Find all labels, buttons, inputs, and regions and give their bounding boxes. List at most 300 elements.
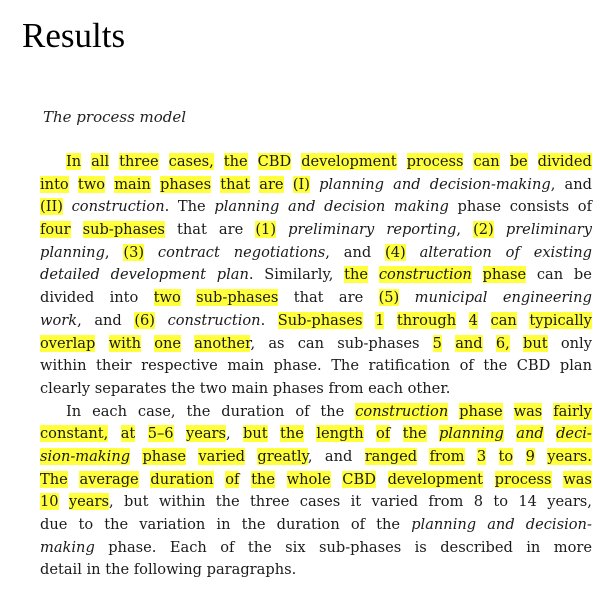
highlighted-text: construction (378, 266, 472, 284)
text-run: construction (71, 198, 165, 216)
text-run: variation (139, 516, 206, 533)
word (483, 264, 527, 287)
highlighted-text: varied (198, 447, 245, 465)
word (169, 151, 214, 174)
word (255, 219, 276, 242)
word (439, 423, 504, 446)
word (40, 174, 69, 197)
text-run: , (77, 311, 82, 329)
word (477, 446, 486, 469)
highlighted-text: (4) (385, 243, 406, 261)
text-run: alteration (419, 243, 492, 261)
word (379, 264, 472, 287)
text-run: Each (169, 538, 207, 556)
text-run: clearly separates the two main phases from each other. (40, 379, 451, 397)
text-run: their (96, 357, 132, 375)
word (510, 196, 569, 219)
word (411, 514, 476, 537)
highlighted-text: the (223, 153, 248, 170)
text-run: and (94, 311, 122, 329)
text-run: cases (299, 493, 341, 511)
text-run: , (550, 175, 556, 193)
text-run: years, (547, 493, 592, 511)
highlighted-text: development (387, 470, 483, 488)
word (40, 219, 71, 242)
paragraph (40, 401, 592, 583)
word (393, 174, 420, 197)
word (69, 491, 114, 514)
text-run: municipal (414, 289, 488, 307)
word (294, 287, 324, 310)
highlighted-text: constant, (40, 425, 109, 443)
word (66, 401, 81, 424)
highlighted-text: but (523, 334, 548, 352)
word (420, 242, 492, 265)
word (141, 355, 218, 378)
text-run: is (414, 538, 427, 556)
word (196, 287, 278, 310)
word (91, 151, 109, 174)
word (526, 537, 540, 560)
text-run: . (248, 266, 254, 284)
word (457, 196, 501, 219)
highlighted-text: can (473, 153, 500, 170)
word (66, 151, 81, 174)
word (154, 287, 181, 310)
word (371, 491, 418, 514)
word (407, 151, 464, 174)
text-run: planning (411, 516, 477, 533)
text-run: detailed (40, 266, 100, 284)
text-run: more (553, 538, 592, 556)
word (320, 401, 344, 424)
text-line (40, 423, 592, 446)
text-run: decision- (525, 516, 592, 533)
word (415, 287, 488, 310)
word (495, 469, 552, 492)
word (538, 151, 592, 174)
highlighted-text: phase (142, 447, 187, 465)
text-run: , (307, 447, 313, 465)
word (142, 446, 186, 469)
word (331, 355, 359, 378)
text-run: divided (40, 289, 95, 307)
text-line (40, 310, 592, 333)
highlighted-text: (2) (473, 221, 494, 239)
word (79, 514, 94, 537)
word (234, 242, 330, 265)
word (433, 333, 442, 356)
highlighted-text: divided (537, 153, 592, 170)
highlighted-text: into (40, 175, 69, 193)
word (251, 469, 275, 492)
highlighted-text: (3) (123, 243, 145, 261)
word (40, 491, 59, 514)
highlighted-text: The (40, 470, 68, 488)
text-run: engineering (502, 289, 592, 307)
word (139, 514, 205, 537)
word (40, 333, 95, 356)
text-line (40, 264, 592, 287)
highlighted-text: that (220, 175, 251, 193)
text-run: and (324, 447, 353, 465)
highlighted-text: all (91, 153, 110, 170)
word (529, 310, 592, 333)
highlighted-text: whole (286, 470, 331, 488)
highlighted-text: 5 (432, 334, 442, 352)
word (219, 219, 243, 242)
text-run: Similarly, (264, 266, 334, 284)
word (159, 491, 206, 514)
text-line (40, 151, 592, 174)
text-run: duration (221, 402, 285, 420)
word (554, 537, 592, 560)
text-run: the (376, 516, 401, 533)
highlighted-text: planning (438, 425, 504, 443)
word (556, 423, 592, 446)
text-run: plan (559, 357, 592, 375)
word (430, 174, 556, 197)
highlighted-text: the (280, 425, 304, 443)
word (324, 196, 385, 219)
word (429, 446, 464, 469)
word (78, 174, 105, 197)
text-run: construction (167, 311, 261, 329)
highlighted-text: 9 (525, 447, 535, 465)
text-line (40, 242, 592, 265)
highlighted-text: two (153, 289, 181, 307)
text-line (40, 446, 592, 469)
word (220, 174, 250, 197)
word (134, 310, 155, 333)
word (496, 333, 510, 356)
word (109, 333, 141, 356)
text-line (40, 491, 592, 514)
highlighted-text: 1 (375, 311, 385, 329)
word (40, 446, 130, 469)
text-run: respective (141, 357, 218, 375)
word (40, 537, 95, 560)
word (574, 264, 592, 287)
text-run: , (325, 243, 330, 261)
word (273, 355, 321, 378)
highlighted-text: at (120, 425, 136, 443)
word (561, 333, 592, 356)
text-run: of (459, 357, 474, 375)
highlighted-text: average (79, 470, 139, 488)
highlighted-text: cases, (168, 153, 214, 170)
word (506, 219, 592, 242)
text-run: work (40, 311, 78, 329)
word (563, 469, 592, 492)
word (493, 491, 508, 514)
text-run: only (560, 334, 592, 352)
word (40, 423, 108, 446)
word (474, 491, 483, 514)
text-line (40, 355, 592, 378)
word (259, 174, 283, 197)
text-run: of (577, 198, 592, 216)
highlighted-text: of (376, 425, 391, 443)
highlighted-text: construction (355, 402, 449, 420)
word (344, 242, 371, 265)
text-run: 8 (473, 493, 484, 511)
word (154, 333, 181, 356)
text-run: but (123, 493, 149, 511)
word (150, 469, 213, 492)
text-line (40, 333, 592, 356)
text-run: in (216, 516, 231, 533)
word (547, 491, 592, 514)
text-line (40, 559, 592, 582)
text-run: phase. (108, 538, 157, 556)
text-run: each (92, 402, 127, 420)
highlighted-text: typically (529, 311, 592, 329)
highlighted-text: duration (150, 470, 214, 488)
word (220, 537, 234, 560)
highlighted-text: two (77, 175, 106, 193)
highlighted-text: three (119, 153, 159, 170)
text-run: negotiations (233, 243, 326, 261)
word (178, 196, 206, 219)
text-run: within (40, 357, 87, 375)
word (121, 423, 136, 446)
word (298, 333, 324, 356)
word (124, 491, 149, 514)
word (499, 446, 514, 469)
word (170, 537, 207, 560)
word (455, 333, 482, 356)
word (285, 537, 305, 560)
text-line (40, 378, 592, 401)
text-line (40, 401, 592, 424)
text-run: main (227, 357, 264, 375)
highlighted-text: of (225, 470, 240, 488)
word (158, 242, 220, 265)
word (123, 242, 144, 265)
highlighted-text: another (194, 334, 251, 352)
highlighted-text: was (513, 402, 543, 420)
word (108, 537, 156, 560)
highlighted-text: (6) (134, 311, 156, 329)
highlighted-text: sub-phases (82, 221, 165, 239)
highlighted-text: one (154, 334, 182, 352)
highlighted-text: 3 (476, 447, 487, 465)
word (337, 333, 419, 356)
word (186, 401, 210, 424)
text-run: are (338, 289, 364, 307)
word (516, 423, 543, 446)
highlighted-text: and (455, 334, 483, 352)
highlighted-text: through (396, 311, 457, 329)
word (526, 446, 535, 469)
highlighted-text: years (185, 425, 227, 443)
word (325, 446, 352, 469)
word (104, 514, 128, 537)
text-line (40, 174, 592, 197)
text-line (40, 469, 592, 492)
highlighted-text: the (251, 470, 275, 488)
text-line (40, 219, 592, 242)
highlighted-text: (1) (255, 221, 277, 239)
word (523, 333, 548, 356)
word (79, 469, 138, 492)
word (344, 264, 368, 287)
text-run: due (40, 516, 68, 533)
highlighted-text: process (406, 153, 464, 170)
text-line (40, 287, 592, 310)
word (264, 264, 333, 287)
word (487, 514, 514, 537)
text-run: decision (324, 198, 386, 216)
word (510, 151, 528, 174)
text-run: that (293, 289, 324, 307)
word (301, 151, 396, 174)
word (277, 514, 340, 537)
word (300, 491, 341, 514)
highlighted-text: phases (160, 175, 212, 193)
highlighted-text: development (301, 153, 397, 170)
word (376, 423, 390, 446)
text-run: phase. (273, 357, 322, 375)
word (221, 401, 284, 424)
word (40, 264, 100, 287)
word (217, 264, 254, 287)
highlighted-text: but (243, 425, 268, 443)
word (287, 469, 331, 492)
text-run: planning (214, 198, 280, 216)
text-run: The (331, 357, 359, 375)
word (578, 196, 592, 219)
text-run: the (483, 357, 508, 375)
word (258, 151, 292, 174)
word (227, 355, 264, 378)
highlighted-text: years (68, 493, 109, 511)
word (92, 401, 127, 424)
highlighted-text: and (516, 425, 544, 443)
highlighted-text: fairly (553, 402, 592, 420)
word (216, 491, 240, 514)
text-run: . (260, 311, 266, 329)
highlighted-text: sub-phases (196, 289, 279, 307)
text-run: plan (216, 266, 249, 284)
word (72, 196, 170, 219)
text-run: of (505, 243, 520, 261)
text-run: to (78, 516, 94, 533)
text-run: can (297, 334, 325, 352)
word (560, 355, 592, 378)
text-run: The (177, 198, 206, 216)
word (268, 333, 284, 356)
word (40, 287, 94, 310)
text-run: of (350, 516, 366, 533)
text-run: and (288, 198, 316, 216)
highlighted-text: Sub-phases (277, 311, 363, 329)
highlighted-text: phase (482, 266, 527, 284)
word (96, 355, 132, 378)
highlighted-text: 5–6 (147, 425, 174, 443)
word (547, 446, 592, 469)
word (114, 174, 151, 197)
text-run: it (350, 493, 362, 511)
text-run: be (573, 266, 592, 284)
word (40, 196, 63, 219)
text-run: duration (276, 516, 340, 533)
word (293, 174, 310, 197)
text-run: in (526, 538, 541, 556)
word (397, 310, 456, 333)
word (177, 219, 207, 242)
word (394, 196, 449, 219)
text-run: making (394, 198, 449, 216)
word (243, 423, 268, 446)
highlighted-text: phase (459, 402, 503, 420)
subsection-heading: The process model (43, 108, 187, 126)
text-run: , (104, 243, 110, 261)
word (388, 469, 483, 492)
highlighted-text: overlap (40, 334, 96, 352)
word (250, 491, 290, 514)
highlighted-text: ranged (364, 447, 418, 465)
word (459, 401, 503, 424)
word (376, 514, 400, 537)
highlighted-text: years. (547, 447, 592, 465)
text-line (40, 514, 592, 537)
word (257, 446, 312, 469)
word (288, 196, 315, 219)
text-run: described (440, 538, 513, 556)
text-run: and (343, 243, 372, 261)
word (160, 174, 211, 197)
word (415, 537, 427, 560)
highlighted-text: CBD (342, 470, 376, 488)
text-run: planning (40, 243, 105, 261)
text-run: the (104, 516, 129, 533)
text-run: and (487, 516, 515, 533)
word (40, 242, 110, 265)
highlighted-text: 4 (468, 311, 478, 329)
word (503, 287, 592, 310)
word (295, 401, 309, 424)
text-run: can (536, 266, 564, 284)
word (386, 219, 461, 242)
text-run: from (428, 493, 464, 511)
word (379, 287, 400, 310)
word (194, 333, 255, 356)
text-run: 14 (518, 493, 537, 511)
word (224, 151, 248, 174)
body-text (40, 151, 592, 582)
text-run: the (186, 402, 211, 420)
highlighted-text: CBD (257, 153, 292, 170)
text-run: preliminary (505, 221, 592, 239)
highlighted-text: from (429, 447, 465, 465)
highlighted-text: process (494, 470, 552, 488)
word (351, 491, 362, 514)
text-run: that (176, 221, 207, 239)
text-run: phase (457, 198, 502, 216)
word (186, 423, 231, 446)
word (280, 423, 304, 446)
word (111, 264, 206, 287)
word (148, 423, 174, 446)
text-run: CBD (516, 357, 551, 375)
text-run: making (40, 538, 95, 556)
highlighted-text: the (344, 266, 369, 284)
word (355, 401, 448, 424)
highlighted-text: In (66, 153, 82, 170)
highlighted-text: length (316, 425, 364, 443)
